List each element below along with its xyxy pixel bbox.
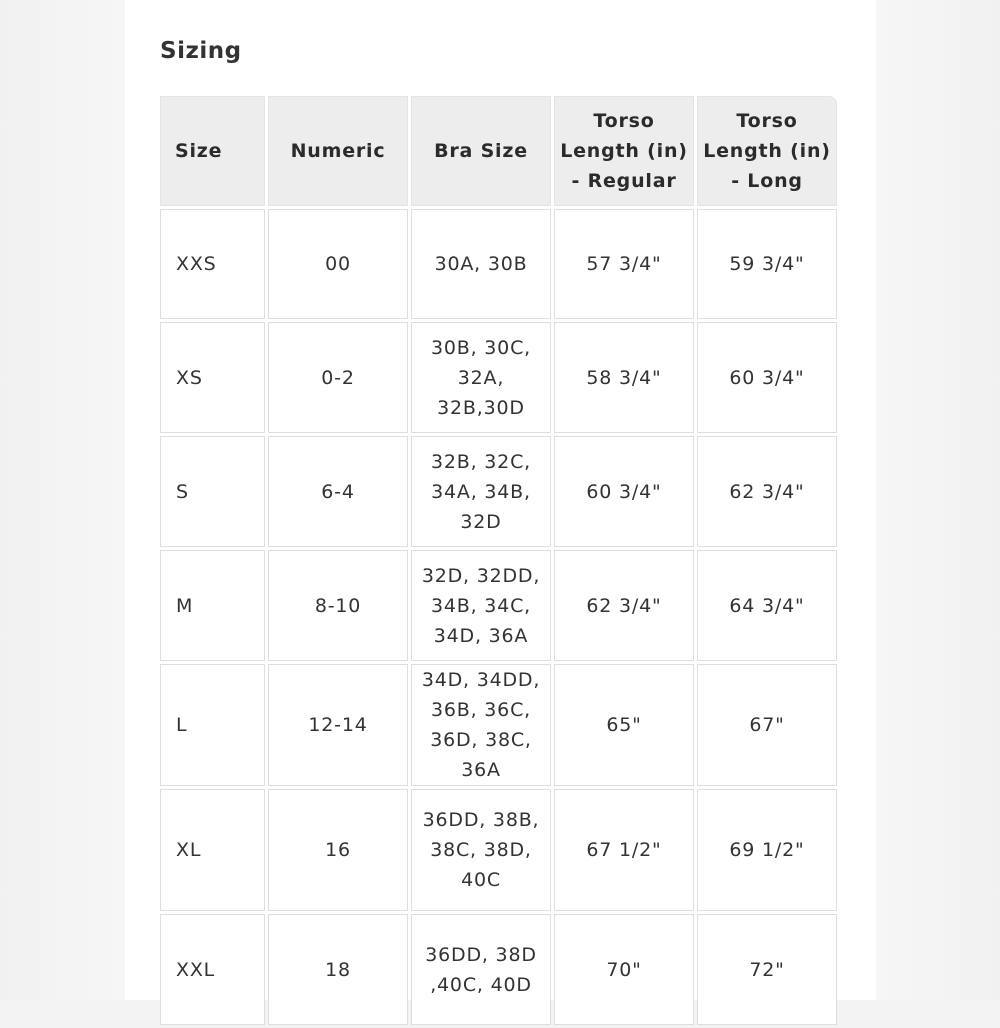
cell-torso-regular: 58 3/4": [554, 322, 694, 433]
cell-numeric: 0-2: [268, 322, 408, 433]
cell-bra-size: 32B, 32C, 34A, 34B, 32D: [411, 436, 551, 547]
cell-torso-regular: 62 3/4": [554, 550, 694, 661]
table-row: [160, 436, 837, 547]
cell-numeric: 18: [268, 914, 408, 1025]
cell-bra-size: 36DD, 38D ,40C, 40D: [411, 914, 551, 1025]
header-torso-regular: Torso Length (in) - Regular: [554, 96, 694, 206]
cell-torso-long: 59 3/4": [697, 209, 837, 319]
table-header-row: [160, 96, 837, 206]
cell-size: XL: [160, 789, 265, 911]
sizing-table: [157, 93, 840, 1028]
cell-torso-long: 62 3/4": [697, 436, 837, 547]
table-row: [160, 664, 837, 786]
cell-numeric: 8-10: [268, 550, 408, 661]
cell-torso-regular: 57 3/4": [554, 209, 694, 319]
cell-numeric: 12-14: [268, 664, 408, 786]
cell-size: M: [160, 550, 265, 661]
cell-size: XXL: [160, 914, 265, 1025]
left-margin: [0, 0, 125, 1000]
cell-torso-long: 67": [697, 664, 837, 786]
cell-bra-size: 32D, 32DD, 34B, 34C, 34D, 36A: [411, 550, 551, 661]
cell-size: L: [160, 664, 265, 786]
sizing-panel: [125, 0, 876, 1000]
right-margin: [875, 0, 1000, 1000]
table-row: [160, 209, 837, 319]
header-bra-size: Bra Size: [411, 96, 551, 206]
header-numeric: Numeric: [268, 96, 408, 206]
cell-size: XXS: [160, 209, 265, 319]
cell-torso-regular: 60 3/4": [554, 436, 694, 547]
cell-numeric: 00: [268, 209, 408, 319]
cell-numeric: 16: [268, 789, 408, 911]
table-row: [160, 789, 837, 911]
cell-bra-size: 34D, 34DD, 36B, 36C, 36D, 38C, 36A: [411, 664, 551, 786]
header-size: Size: [160, 96, 265, 206]
table-row: [160, 914, 837, 1025]
cell-size: S: [160, 436, 265, 547]
table-row: [160, 322, 837, 433]
cell-bra-size: 36DD, 38B, 38C, 38D, 40C: [411, 789, 551, 911]
cell-bra-size: 30A, 30B: [411, 209, 551, 319]
cell-torso-long: 64 3/4": [697, 550, 837, 661]
cell-torso-regular: 65": [554, 664, 694, 786]
table-row: [160, 550, 837, 661]
cell-torso-long: 60 3/4": [697, 322, 837, 433]
cell-torso-regular: 70": [554, 914, 694, 1025]
cell-torso-long: 72": [697, 914, 837, 1025]
header-torso-long: Torso Length (in) - Long: [697, 96, 837, 206]
page-title: Sizing: [160, 38, 242, 64]
cell-bra-size: 30B, 30C, 32A, 32B,30D: [411, 322, 551, 433]
cell-size: XS: [160, 322, 265, 433]
cell-torso-regular: 67 1/2": [554, 789, 694, 911]
cell-torso-long: 69 1/2": [697, 789, 837, 911]
cell-numeric: 6-4: [268, 436, 408, 547]
